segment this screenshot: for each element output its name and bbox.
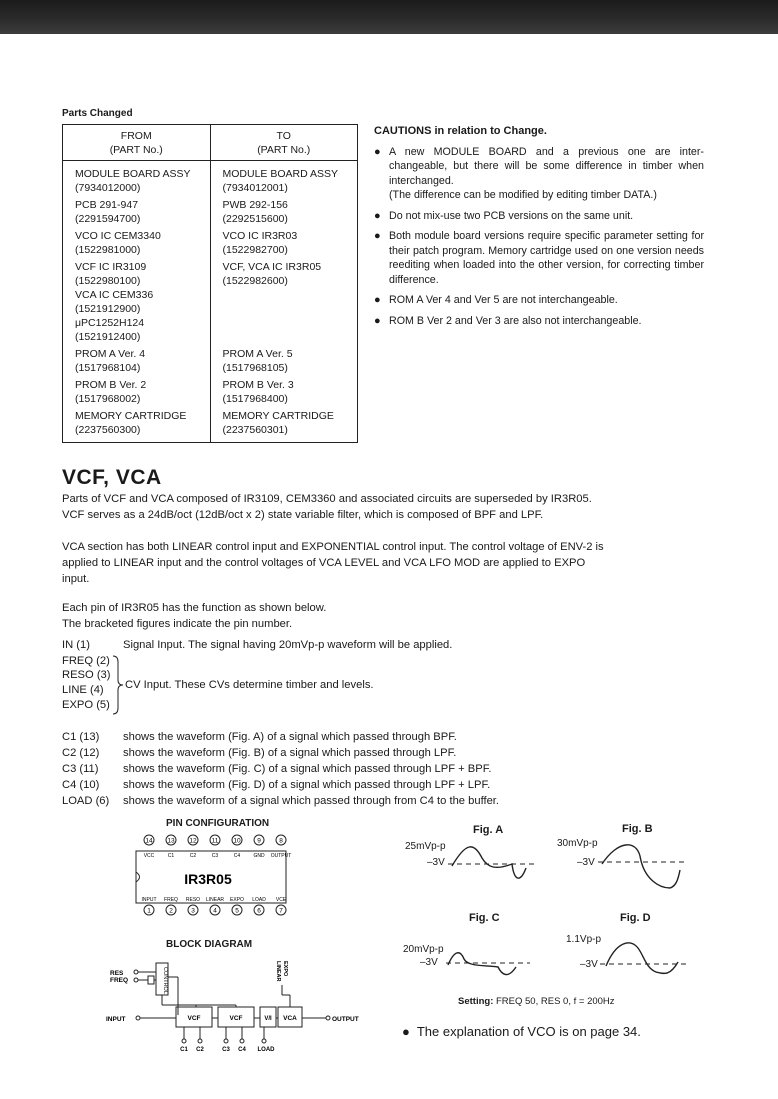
pin-line-label: LINE (4) xyxy=(62,684,104,696)
input-label: INPUT xyxy=(106,1016,126,1023)
pin-number: 1 xyxy=(147,907,151,915)
svg-text:C4: C4 xyxy=(238,1047,246,1053)
pin-label: LOAD xyxy=(252,897,266,903)
figure-setting: Setting: FREQ 50, RES 0, f = 200Hz xyxy=(458,996,615,1007)
chip-name: IR3R05 xyxy=(184,871,232,887)
scan-top-border xyxy=(0,0,778,34)
control-label: CONTROL xyxy=(162,967,168,994)
freq-label: FREQ xyxy=(110,977,129,984)
pin-label: VCE xyxy=(275,897,287,903)
fig-b-dc: –3V xyxy=(577,857,595,868)
fig-a-title: Fig. A xyxy=(473,824,504,836)
fig-c-amp: 20mVp-p xyxy=(403,944,444,955)
svg-text:V/I: V/I xyxy=(264,1016,272,1022)
pin-number: 8 xyxy=(279,837,283,845)
pin-number: 3 xyxy=(191,907,195,915)
pin-label: FREQ xyxy=(164,897,178,903)
parts-changed-heading: Parts Changed xyxy=(62,108,133,119)
pin-label: INPUT xyxy=(141,897,157,903)
table-row: PROM A Ver. 4 (1517968104) PROM A Ver. 5 (1517968105) xyxy=(63,344,358,375)
output-label: OUTPUT xyxy=(332,1016,359,1023)
table-row: MEMORY CARTRIDGE (2237560300) MEMORY CARTRIDGE (2237560301) xyxy=(63,406,358,443)
bullet-icon: ● xyxy=(374,145,381,158)
res-label: RES xyxy=(110,970,124,977)
pin-c3-label: C3 (11) xyxy=(62,763,99,775)
pin-label: OUTPUT xyxy=(270,853,292,859)
pin-number: 5 xyxy=(235,907,239,915)
fig-b-amp: 30mVp-p xyxy=(557,838,598,849)
list-item: ● ROM B Ver 2 and Ver 3 are also not interchangeable. xyxy=(374,314,642,327)
linear-label: LINEAR xyxy=(275,961,281,982)
pin-c2-desc: shows the waveform (Fig. B) of a signal which passed through LPF. xyxy=(123,747,457,759)
pin-number: 6 xyxy=(257,907,261,915)
list-item: ● A new MODULE BOARD and a previous one are inter-changeable, but there will be some difference in timber when interchanged. (The difference can be modified by editing timber DATA.) xyxy=(374,145,704,201)
fig-c-waveform xyxy=(446,945,536,981)
table-row: PROM B Ver. 2 (1517968002) PROM B Ver. 3 (1517968400) xyxy=(63,375,358,406)
pin-number: 4 xyxy=(213,907,217,915)
pin-c3-desc: shows the waveform (Fig. C) of a signal which passed through LPF + BPF. xyxy=(123,763,492,775)
fig-b-title: Fig. B xyxy=(622,823,653,835)
pin-number: 11 xyxy=(211,837,219,845)
pin-load-desc: shows the waveform of a signal which passed through from C4 to the buffer. xyxy=(123,795,500,807)
bullet-icon: ● xyxy=(402,1024,410,1039)
caution-note: (The difference can be modified by editing timber DATA.) xyxy=(389,189,657,201)
fig-d-dc: –3V xyxy=(580,959,598,970)
bullet-icon: ● xyxy=(374,314,381,327)
fig-b-waveform xyxy=(598,836,688,892)
table-row: MODULE BOARD ASSY (7934012000) MODULE BOARD ASSY (7934012001) xyxy=(63,161,358,196)
col-header-from: FROM (PART No.) xyxy=(63,125,211,161)
pin-label: VCC xyxy=(143,853,155,859)
svg-text:VCF: VCF xyxy=(229,1015,243,1022)
section-title: VCF, VCA xyxy=(62,466,162,489)
pin-reso-label: RESO (3) xyxy=(62,669,111,681)
pin-label: LINEAR xyxy=(205,897,225,903)
col-header-to: TO (PART No.) xyxy=(210,125,358,161)
expo-label: EXPO xyxy=(282,961,288,977)
pin-in-label: IN (1) xyxy=(62,639,90,651)
block-diagram xyxy=(100,955,370,1060)
list-item: ● Both module board versions require specific parameter setting for their patch program. Memory cartridge used on one version needs reediting when loaded into the other version, for correcting timber difference. xyxy=(374,230,704,286)
pin-number: 10 xyxy=(233,837,241,845)
pin-number: 9 xyxy=(257,837,261,845)
fig-a-dc: –3V xyxy=(427,857,445,868)
pin-c1-desc: shows the waveform (Fig. A) of a signal which passed through BPF. xyxy=(123,731,457,743)
pin-number: 2 xyxy=(169,907,173,915)
pin-cv-desc: CV Input. These CVs determine timber and levels. xyxy=(125,679,374,691)
pin-c4-desc: shows the waveform (Fig. D) of a signal which passed through LPF + LPF. xyxy=(123,779,491,791)
pin-c4-label: C4 (10) xyxy=(62,779,100,791)
fig-c-dc: –3V xyxy=(420,957,438,968)
pin-label: C2 xyxy=(189,853,197,859)
cautions-block xyxy=(374,124,704,334)
vco-note: ● The explanation of VCO is on page 34. xyxy=(402,1024,641,1039)
parts-table xyxy=(62,124,358,443)
pin-config-title: PIN CONFIGURATION xyxy=(166,818,270,829)
pin-expo-label: EXPO (5) xyxy=(62,699,110,711)
bullet-icon: ● xyxy=(374,209,381,222)
fig-a-waveform xyxy=(448,840,538,888)
paragraph-vcf: Parts of VCF and VCA composed of IR3109, CEM3360 and associated circuits are superseded by IR3R05. VCF serves as a 24dB/oct (12dB/oct x 2) state variable filter, which is composed of BPF and LPF. xyxy=(62,493,592,521)
pin-number: 13 xyxy=(167,837,175,845)
pin-number: 7 xyxy=(279,907,283,915)
paragraph-vca: VCA section has both LINEAR control input and EXPONENTIAL control input. The control voltage of ENV-2 is applied to LINEAR input and the control voltages of VCA LEVEL and VCA LFO MOD are applied to EXPO input. xyxy=(62,541,604,585)
svg-text:C1: C1 xyxy=(180,1047,188,1053)
pin-label: EXPO xyxy=(230,897,244,903)
paragraph-pins-intro: Each pin of IR3R05 has the function as shown below. The bracketed figures indicate the pin number. xyxy=(62,602,327,630)
svg-text:VCA: VCA xyxy=(283,1015,297,1022)
fig-c-title: Fig. C xyxy=(469,912,500,924)
ic-notch xyxy=(136,872,140,882)
table-row: PCB 291-947 (2291594700) PWB 292-156 (2292515600) xyxy=(63,195,358,226)
pin-config-diagram xyxy=(130,834,300,922)
list-item: ● ROM A Ver 4 and Ver 5 are not interchangeable. xyxy=(374,294,618,306)
pin-label: C1 xyxy=(167,853,175,859)
list-item: ● Do not mix-use two PCB versions on the same unit. xyxy=(374,209,634,222)
svg-text:LOAD: LOAD xyxy=(257,1047,275,1053)
svg-text:C3: C3 xyxy=(222,1047,230,1053)
pin-c2-label: C2 (12) xyxy=(62,747,100,759)
fig-d-waveform xyxy=(600,938,690,990)
fig-d-amp: 1.1Vp-p xyxy=(566,934,602,945)
fig-a-amp: 25mVp-p xyxy=(405,841,446,852)
table-row: VCF IC IR3109 (1522980100) VCA IC CEM336 (1521912900) μPC1252H124 (1521912400) VCF, VCA IC IR3R05 (1522982600) xyxy=(63,257,358,344)
svg-text:C2: C2 xyxy=(196,1047,204,1053)
cautions-heading: CAUTIONS in relation to Change. xyxy=(374,125,547,137)
pin-number: 12 xyxy=(189,837,197,845)
pin-label: C4 xyxy=(233,853,241,859)
bullet-icon: ● xyxy=(374,294,381,306)
pin-c1-label: C1 (13) xyxy=(62,731,100,743)
pin-in-desc: Signal Input. The signal having 20mVp-p waveform will be applied. xyxy=(123,639,453,651)
bullet-icon: ● xyxy=(374,230,381,242)
pin-label: GND xyxy=(253,853,265,859)
block-diagram-title: BLOCK DIAGRAM xyxy=(166,939,253,950)
pin-number: 14 xyxy=(145,837,153,845)
table-row: VCO IC CEM3340 (1522981000) VCO IC IR3R03 (1522982700) xyxy=(63,226,358,257)
pin-freq-label: FREQ (2) xyxy=(62,655,110,667)
svg-text:VCF: VCF xyxy=(187,1015,201,1022)
pin-label: RESO xyxy=(185,897,201,903)
pin-load-label: LOAD (6) xyxy=(62,795,110,807)
fig-d-title: Fig. D xyxy=(620,912,651,924)
pin-label: C3 xyxy=(211,853,219,859)
